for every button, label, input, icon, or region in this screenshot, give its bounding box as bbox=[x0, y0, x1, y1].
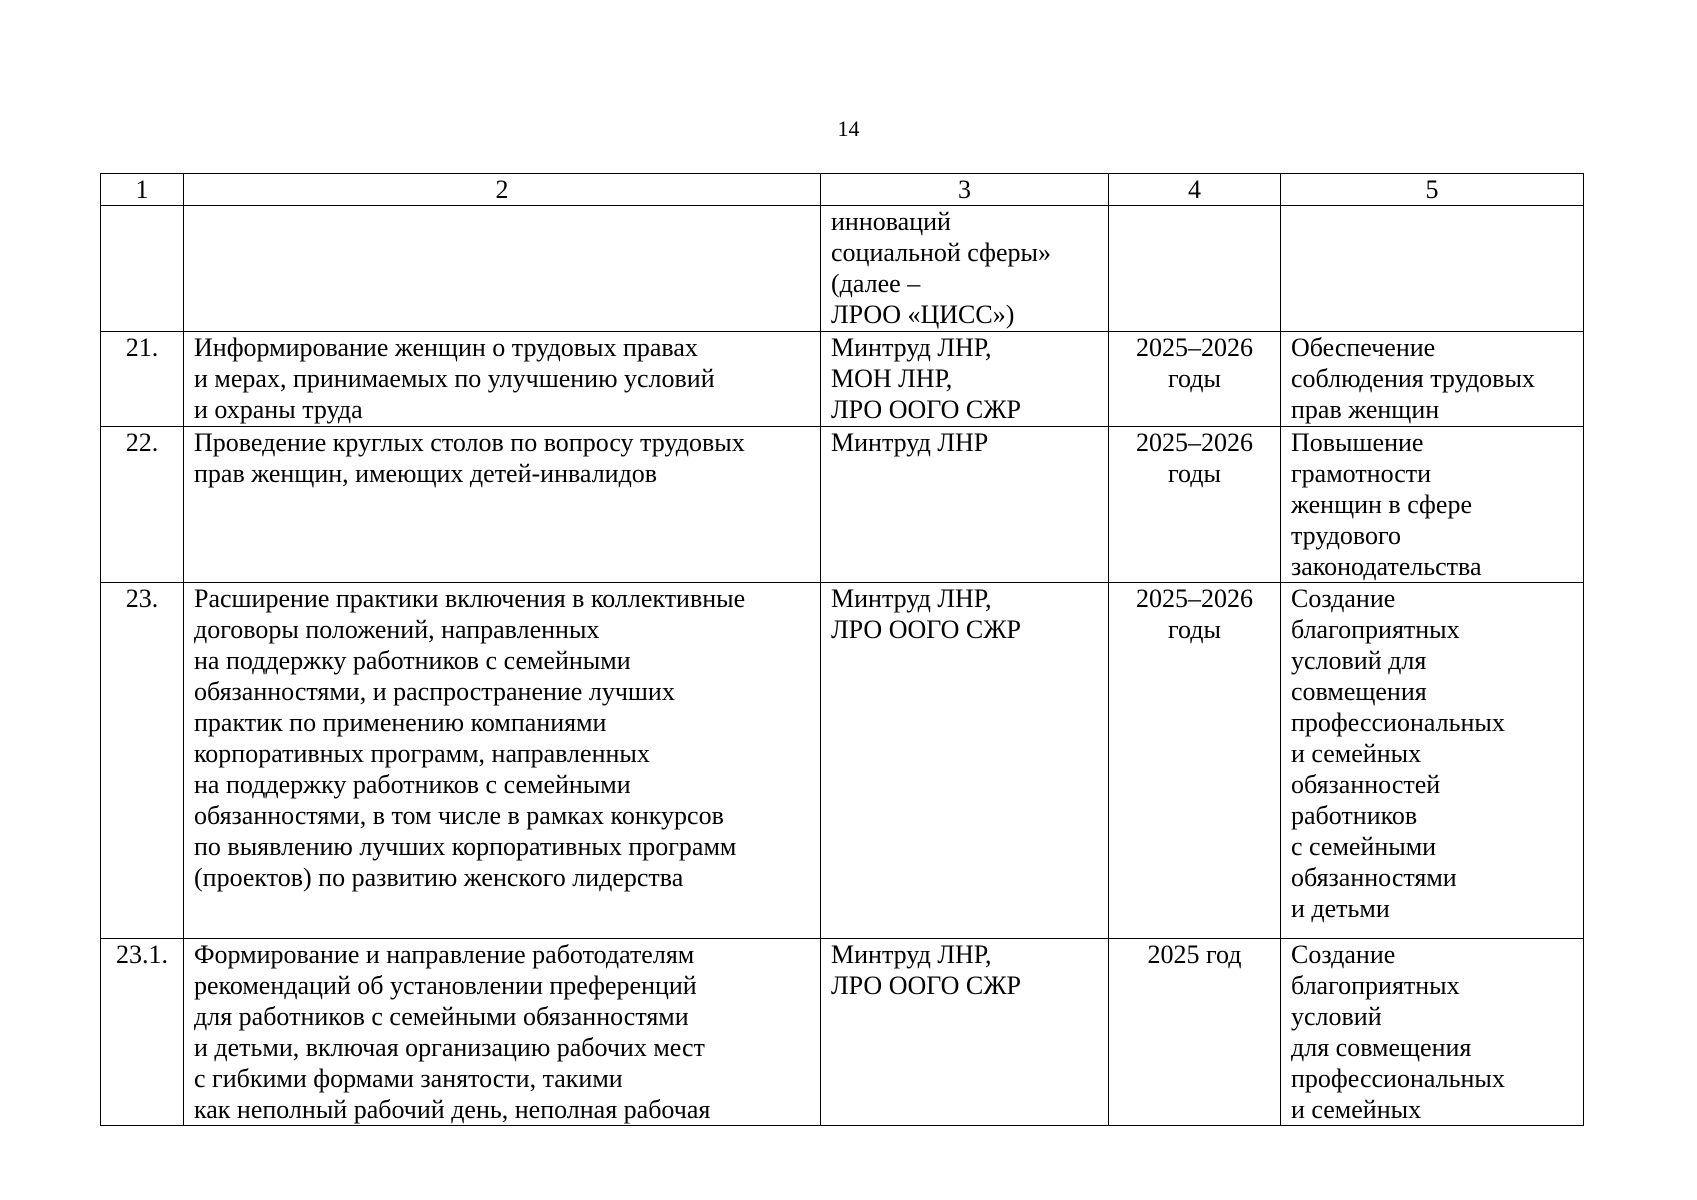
executor-cell: Минтруд ЛНР, ЛРО ООГО СЖР bbox=[821, 939, 1109, 1126]
result-cell bbox=[1281, 206, 1584, 332]
table-row bbox=[101, 332, 1584, 427]
result-cell: Создание благоприятных условий для совмещения профессиональных и семейных bbox=[1281, 939, 1584, 1126]
result-cell: Обеспечение соблюдения трудовых прав женщин bbox=[1281, 332, 1584, 427]
executor-cell: Минтруд ЛНР, ЛРО ООГО СЖР bbox=[821, 583, 1109, 939]
term-cell: 2025–2026 годы bbox=[1109, 583, 1281, 939]
result-cell: Повышение грамотности женщин в сфере трудового законодательства bbox=[1281, 427, 1584, 583]
term-cell bbox=[1109, 206, 1281, 332]
activity-cell: Формирование и направление работодателям рекомендаций об установлении преференций для работников с семейными обязанностями и детьми, включая организацию рабочих мест с гибкими формами занятости, такими как неполный рабочий день, неполная рабочая bbox=[184, 939, 821, 1126]
page-number: 14 bbox=[837, 116, 860, 141]
term-cell: 2025–2026 годы bbox=[1109, 427, 1281, 583]
table-row bbox=[101, 427, 1584, 583]
row-number bbox=[101, 206, 184, 332]
term-cell: 2025 год bbox=[1109, 939, 1281, 1126]
row-number: 21. bbox=[101, 332, 184, 427]
header-col-5: 5 bbox=[1281, 174, 1584, 206]
activity-cell: Проведение круглых столов по вопросу трудовых прав женщин, имеющих детей-инвалидов bbox=[184, 427, 821, 583]
table-header-row bbox=[101, 174, 1584, 206]
activity-cell: Расширение практики включения в коллективные договоры положений, направленных на поддержку работников с семейными обязанностями, и распространение лучших практик по применению компаниями корпоративных программ, направленных на поддержку работников с семейными обязанностями, в том числе в рамках конкурсов по выявлению лучших корпоративных программ (проектов) по развитию женского лидерства bbox=[184, 583, 821, 939]
header-col-3: 3 bbox=[821, 174, 1109, 206]
result-cell: Создание благоприятных условий для совмещения профессиональных и семейных обязанностей работников с семейными обязанностями и детьми bbox=[1281, 583, 1584, 939]
row-number: 23. bbox=[101, 583, 184, 939]
executor-cell: Минтруд ЛНР, МОН ЛНР, ЛРО ООГО СЖР bbox=[821, 332, 1109, 427]
header-col-4: 4 bbox=[1109, 174, 1281, 206]
term-cell: 2025–2026 годы bbox=[1109, 332, 1281, 427]
activity-cell: Информирование женщин о трудовых правах и мерах, принимаемых по улучшению условий и охраны труда bbox=[184, 332, 821, 427]
activity-cell bbox=[184, 206, 821, 332]
row-number: 22. bbox=[101, 427, 184, 583]
executor-cell: Минтруд ЛНР bbox=[821, 427, 1109, 583]
action-plan-table bbox=[100, 173, 1584, 1126]
header-col-2: 2 bbox=[184, 174, 821, 206]
header-col-1: 1 bbox=[101, 174, 184, 206]
table-row bbox=[101, 939, 1584, 1126]
row-number: 23.1. bbox=[101, 939, 184, 1126]
executor-cell: инноваций социальной сферы» (далее – ЛРОО «ЦИСС») bbox=[821, 206, 1109, 332]
table-row bbox=[101, 206, 1584, 332]
table-row bbox=[101, 583, 1584, 939]
